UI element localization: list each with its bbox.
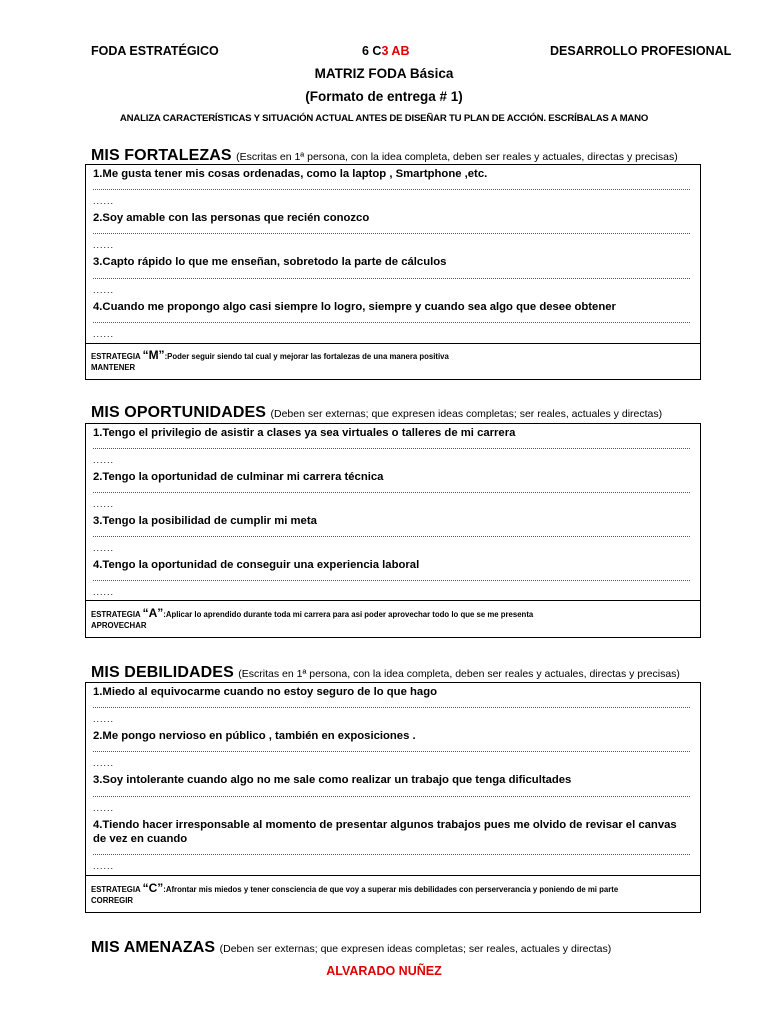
header-left: FODA ESTRATÉGICO <box>91 44 219 58</box>
debilidades-subtitle: (Escritas en 1ª persona, con la idea completa, deben ser reales y actuales, directas y precisas) <box>238 668 680 680</box>
dotted-line <box>93 278 690 279</box>
dotted-line <box>93 536 690 537</box>
delivery-format: (Formato de entrega # 1) <box>305 89 463 104</box>
strategy-text: :Poder seguir siendo tal cual y mejorar las fortalezas de una manera positiva <box>164 352 449 361</box>
fortaleza-item: 3.Capto rápido lo que me enseñan, sobretodo la parte de cálculos <box>93 256 447 268</box>
strategy-word: MANTENER <box>91 363 136 372</box>
dotted-line <box>93 580 690 581</box>
dotted-tail: ...... <box>93 543 115 553</box>
oportunidad-item: 1.Tengo el privilegio de asistir a clases ya sea virtuales o talleres de mi carrera <box>93 427 516 439</box>
strategy-text: :Aplicar lo aprendido durante toda mi carrera para asi poder aprovechar todo lo que se me presenta <box>163 610 534 619</box>
strategy-word: APROVECHAR <box>91 621 147 630</box>
oportunidad-item: 3.Tengo la posibilidad de cumplir mi meta <box>93 515 317 527</box>
strategy-prefix: ESTRATEGIA <box>91 352 141 361</box>
strategy-letter: “M” <box>142 348 165 362</box>
dotted-line <box>93 448 690 449</box>
header-code <box>362 44 409 58</box>
oportunidades-subtitle: (Deben ser externas; que expresen ideas completas; ser reales, actuales y directas) <box>270 408 663 420</box>
dotted-tail: ...... <box>93 285 115 295</box>
debilidad-item: 1.Miedo al equivocarme cuando no estoy seguro de lo que hago <box>93 686 437 698</box>
fortaleza-item: 2.Soy amable con las personas que recién conozco <box>93 212 370 224</box>
dotted-line <box>93 707 690 708</box>
oportunidad-item: 4.Tengo la oportunidad de conseguir una experiencia laboral <box>93 559 420 571</box>
fortalezas-heading: MIS FORTALEZAS <box>91 147 232 164</box>
dotted-line <box>93 854 690 855</box>
strategy-letter: “A” <box>142 606 164 620</box>
strategy-prefix: ESTRATEGIA <box>91 885 141 894</box>
dotted-tail: ...... <box>93 499 115 509</box>
dotted-tail: ...... <box>93 861 115 871</box>
oportunidades-strategy <box>86 600 700 638</box>
oportunidad-item: 2.Tengo la oportunidad de culminar mi carrera técnica <box>93 471 384 483</box>
fortalezas-heading-row <box>91 147 678 165</box>
debilidad-item: 4.Tiendo hacer irresponsable al momento de presentar algunos trabajos pues me olvido de revisar el canvas de vez en cuando <box>93 819 677 845</box>
header-right: DESARROLLO PROFESIONAL <box>550 44 732 58</box>
oportunidades-box <box>85 423 701 638</box>
strategy-line <box>91 348 449 362</box>
fortaleza-item: 1.Me gusta tener mis cosas ordenadas, como la laptop , Smartphone ,etc. <box>93 168 488 180</box>
strategy-line <box>91 606 533 620</box>
matrix-title: MATRIZ FODA Básica <box>314 66 454 81</box>
debilidad-item: 2.Me pongo nervioso en público , también en exposiciones . <box>93 730 416 742</box>
dotted-tail: ...... <box>93 714 115 724</box>
header-code-red: 3 AB <box>381 44 410 58</box>
dotted-line <box>93 796 690 797</box>
fortaleza-item: 4.Cuando me propongo algo casi siempre lo logro, siempre y cuando sea algo que desee obtener <box>93 301 616 313</box>
amenazas-heading: MIS AMENAZAS <box>91 939 216 956</box>
author-name: ALVARADO NUÑEZ <box>326 964 442 978</box>
strategy-prefix: ESTRATEGIA <box>91 610 141 619</box>
debilidades-strategy <box>86 875 700 913</box>
dotted-tail: ...... <box>93 455 115 465</box>
debilidad-item: 3.Soy intolerante cuando algo no me sale como realizar un trabajo que tenga dificultades <box>93 774 572 786</box>
strategy-line <box>91 881 618 895</box>
instruction: ANALIZA CARACTERÍSTICAS Y SITUACIÓN ACTUAL ANTES DE DISEÑAR TU PLAN DE ACCIÓN. ESCRÍBALAS A MANO <box>119 113 649 124</box>
debilidades-heading: MIS DEBILIDADES <box>91 664 234 681</box>
debilidades-heading-row <box>91 664 680 682</box>
oportunidades-heading-row <box>91 404 662 422</box>
debilidades-box <box>85 682 701 913</box>
dotted-tail: ...... <box>93 329 115 339</box>
amenazas-subtitle: (Deben ser externas; que expresen ideas completas; ser reales, actuales y directas) <box>219 943 612 955</box>
dotted-tail: ...... <box>93 758 115 768</box>
fortalezas-box <box>85 164 701 380</box>
strategy-letter: “C” <box>142 881 164 895</box>
fortalezas-subtitle: (Escritas en 1ª persona, con la idea completa, deben ser reales y actuales, directas y precisas) <box>236 151 678 163</box>
dotted-tail: ...... <box>93 587 115 597</box>
dotted-line <box>93 751 690 752</box>
dotted-line <box>93 492 690 493</box>
amenazas-heading-row <box>91 939 611 957</box>
dotted-line <box>93 233 690 234</box>
dotted-tail: ...... <box>93 803 115 813</box>
dotted-line <box>93 322 690 323</box>
dotted-tail: ...... <box>93 196 115 206</box>
header-code-black: 6 C <box>362 44 382 58</box>
dotted-tail: ...... <box>93 240 115 250</box>
dotted-line <box>93 189 690 190</box>
oportunidades-heading: MIS OPORTUNIDADES <box>91 404 267 421</box>
strategy-text: :Afrontar mis miedos y tener consciencia de que voy a superar mis debilidades con perserverancia y poniendo de mi parte <box>163 885 619 894</box>
strategy-word: CORREGIR <box>91 896 134 905</box>
fortalezas-strategy <box>86 343 700 380</box>
